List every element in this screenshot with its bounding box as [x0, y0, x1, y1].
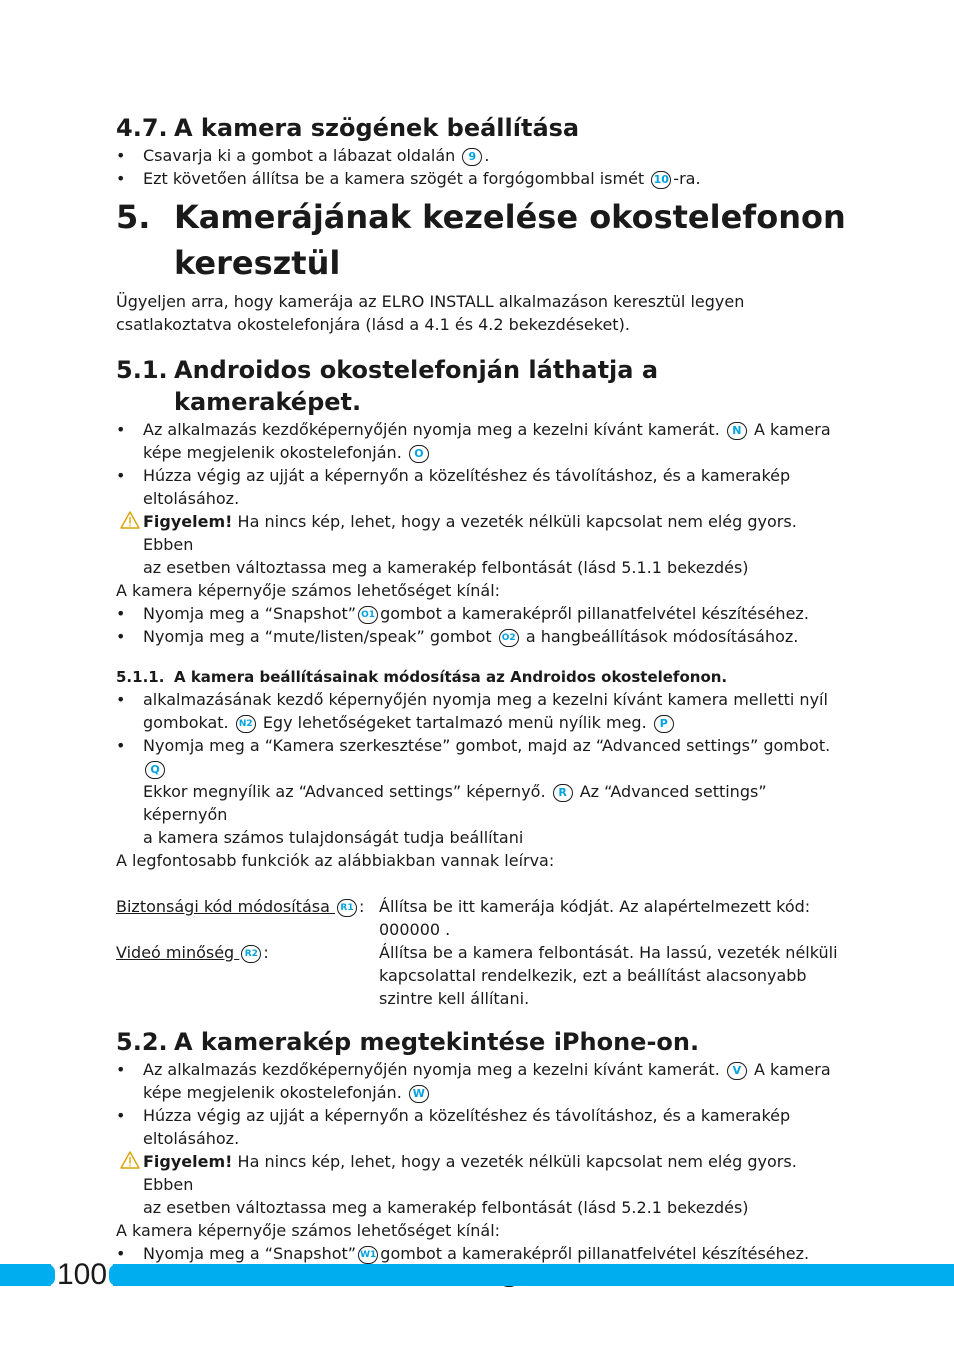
reference-badge: W: [409, 1085, 429, 1103]
reference-badge: R2: [241, 945, 261, 963]
text: Egy lehetőségeket tartalmazó menü nyílik meg.: [262, 713, 647, 732]
warning-triangle-icon: [120, 1151, 140, 1169]
list-item: [116, 418, 846, 464]
section-5-2-heading: [116, 1026, 846, 1058]
text: Nyomja meg a “Kamera szerkesztése” gombot, majd az “Advanced settings” gombot.: [143, 736, 831, 755]
functions-intro: A legfontosabb funkciók az alábbiakban vannak leírva:: [116, 851, 555, 870]
text: Állítsa be a kamera felbontását. Ha lassú, vezeték nélküli: [379, 943, 838, 962]
warning-triangle-icon: [120, 511, 140, 529]
text: :: [263, 943, 269, 962]
section-number: 5.1.1.: [116, 668, 165, 686]
section-4-7-heading: [116, 112, 846, 144]
chapter-number: 5.: [116, 198, 151, 236]
warning-note: [116, 510, 846, 579]
reference-badge: O2: [499, 629, 519, 647]
text: Nyomja meg a “Snapshot”: [143, 1244, 357, 1263]
text: gombot a kameraképről pillanatfelvétel készítéséhez.: [380, 1244, 810, 1263]
text: Nyomja meg a “Snapshot”: [143, 604, 357, 623]
reference-badge: R1: [337, 899, 357, 917]
text: Húzza végig az ujját a képernyőn a közelítéshez és távolításhoz, és a kamerakép: [143, 1106, 791, 1125]
section-number: 4.7.: [116, 114, 168, 142]
section-title: Androidos okostelefonján láthatja a kameraképet.: [174, 356, 659, 416]
section-5-1-1-heading: [116, 666, 846, 688]
text: A kamera: [753, 420, 831, 439]
reference-badge: W1: [358, 1246, 378, 1264]
text: -ra.: [673, 169, 701, 188]
definition-description: [379, 941, 846, 1010]
list-item: [116, 1242, 846, 1265]
reference-badge: N: [727, 422, 747, 440]
text: Húzza végig az ujját a képernyőn a közelítéshez és távolításhoz, és a kamerakép: [143, 466, 791, 485]
text: eltolásához.: [143, 1129, 240, 1148]
section-title: A kamera beállításainak módosítása az Androidos okostelefonon.: [174, 668, 728, 686]
text: képe megjelenik okostelefonján.: [143, 443, 402, 462]
section-5-1-heading: [116, 354, 846, 418]
text: Nyomja meg a “mute/listen/speak” gombot: [143, 627, 492, 646]
section-title: A kamerakép megtekintése iPhone-on.: [174, 1028, 700, 1056]
section-title: A kamera szögének beállítása: [174, 114, 580, 142]
text: csatlakoztatva okostelefonjára (lásd a 4.1 és 4.2 bekezdéseket).: [116, 315, 630, 334]
definition-row: [116, 941, 846, 1010]
reference-badge: O: [409, 445, 429, 463]
text: Ekkor megnyílik az “Advanced settings” képernyő.: [143, 782, 546, 801]
text: Az “Advanced settings” képernyőn: [143, 782, 767, 824]
options-intro: A kamera képernyője számos lehetőséget kínál:: [116, 581, 501, 600]
section-number: 5.1.: [116, 356, 168, 384]
page-number: 100: [51, 1256, 113, 1294]
text: a hangbeállítások módosításához.: [525, 627, 799, 646]
text: 000000 .: [379, 920, 451, 939]
text: az esetben változtassa meg a kamerakép felbontását (lásd 5.1.1 bekezdés): [143, 558, 749, 577]
chapter-5-heading: [116, 194, 846, 286]
reference-badge: V: [727, 1062, 747, 1080]
list-item: [116, 625, 846, 648]
text: Videó minőség: [116, 943, 235, 962]
list-item: [116, 688, 846, 734]
definition-description: [379, 895, 846, 941]
text: alkalmazásának kezdő képernyőjén nyomja meg a kezelni kívánt kamera melletti nyíl: [143, 690, 828, 709]
text: kapcsolattal rendelkezik, ezt a beállítást alacsonyabb: [379, 966, 807, 985]
section-number: 5.2.: [116, 1028, 168, 1056]
section-4-7-list: [116, 144, 846, 190]
text: A kamera: [753, 1060, 831, 1079]
reference-badge: 10: [651, 171, 671, 189]
title-line: Kamerájának kezelése okostelefonon: [174, 198, 846, 236]
text: Csavarja ki a gombot a lábazat oldalán: [143, 146, 456, 165]
list-item: [116, 464, 846, 510]
text: Ügyeljen arra, hogy kamerája az ELRO INSTALL alkalmazáson keresztül legyen: [116, 292, 745, 311]
text: Biztonsági kód módosítása: [116, 897, 330, 916]
list-item: [116, 144, 846, 167]
reference-badge: N2: [236, 715, 256, 733]
text: .: [484, 146, 490, 165]
warning-label: Figyelem!: [143, 512, 233, 531]
list-item: [116, 734, 846, 849]
text: eltolásához.: [143, 489, 240, 508]
text: Ezt követően állítsa be a kamera szögét a forgógombbal ismét: [143, 169, 645, 188]
text: Az alkalmazás kezdőképernyőjén nyomja meg a kezelni kívánt kamerát.: [143, 420, 720, 439]
reference-badge: Q: [145, 761, 165, 779]
text: :: [359, 897, 365, 916]
reference-badge: P: [654, 715, 674, 733]
definition-term: [116, 895, 379, 941]
text: képe megjelenik okostelefonján.: [143, 1083, 402, 1102]
text: Az alkalmazás kezdőképernyőjén nyomja meg a kezelni kívánt kamerát.: [143, 1060, 720, 1079]
definition-term: [116, 941, 379, 1010]
footer-accent-bar: [0, 1264, 954, 1286]
settings-definitions: [116, 895, 846, 1010]
options-list: [116, 602, 846, 648]
text: Állítsa be itt kamerája kódját. Az alapértelmezett kód:: [379, 897, 811, 916]
section-5-2-list: [116, 1058, 846, 1150]
definition-row: [116, 895, 846, 941]
reference-badge: 9: [462, 148, 482, 166]
chapter-intro: [116, 290, 846, 336]
text: az esetben változtassa meg a kamerakép felbontását (lásd 5.2.1 bekezdés): [143, 1198, 749, 1217]
chapter-title: [174, 194, 846, 286]
section-5-1-1-list: [116, 688, 846, 849]
text: gombot a kameraképről pillanatfelvétel készítéséhez.: [380, 604, 809, 623]
reference-badge: O1: [358, 606, 378, 624]
warning-label: Figyelem!: [143, 1152, 233, 1171]
text: a kamera számos tulajdonságát tudja beállítani: [143, 828, 524, 847]
section-5-1-list: [116, 418, 846, 510]
warning-note: [116, 1150, 846, 1219]
text: Ha nincs kép, lehet, hogy a vezeték nélküli kapcsolat nem elég gyors. Ebben: [143, 512, 797, 554]
page-content: [116, 112, 846, 1288]
text: gombokat.: [143, 713, 229, 732]
options-intro: A kamera képernyője számos lehetőséget kínál:: [116, 1221, 501, 1240]
text: szintre kell állítani.: [379, 989, 530, 1008]
list-item: [116, 602, 846, 625]
text: Ha nincs kép, lehet, hogy a vezeték nélküli kapcsolat nem elég gyors. Ebben: [143, 1152, 797, 1194]
list-item: [116, 1104, 846, 1150]
reference-badge: R: [553, 784, 573, 802]
title-line: keresztül: [174, 244, 341, 282]
list-item: [116, 167, 846, 190]
list-item: [116, 1058, 846, 1104]
